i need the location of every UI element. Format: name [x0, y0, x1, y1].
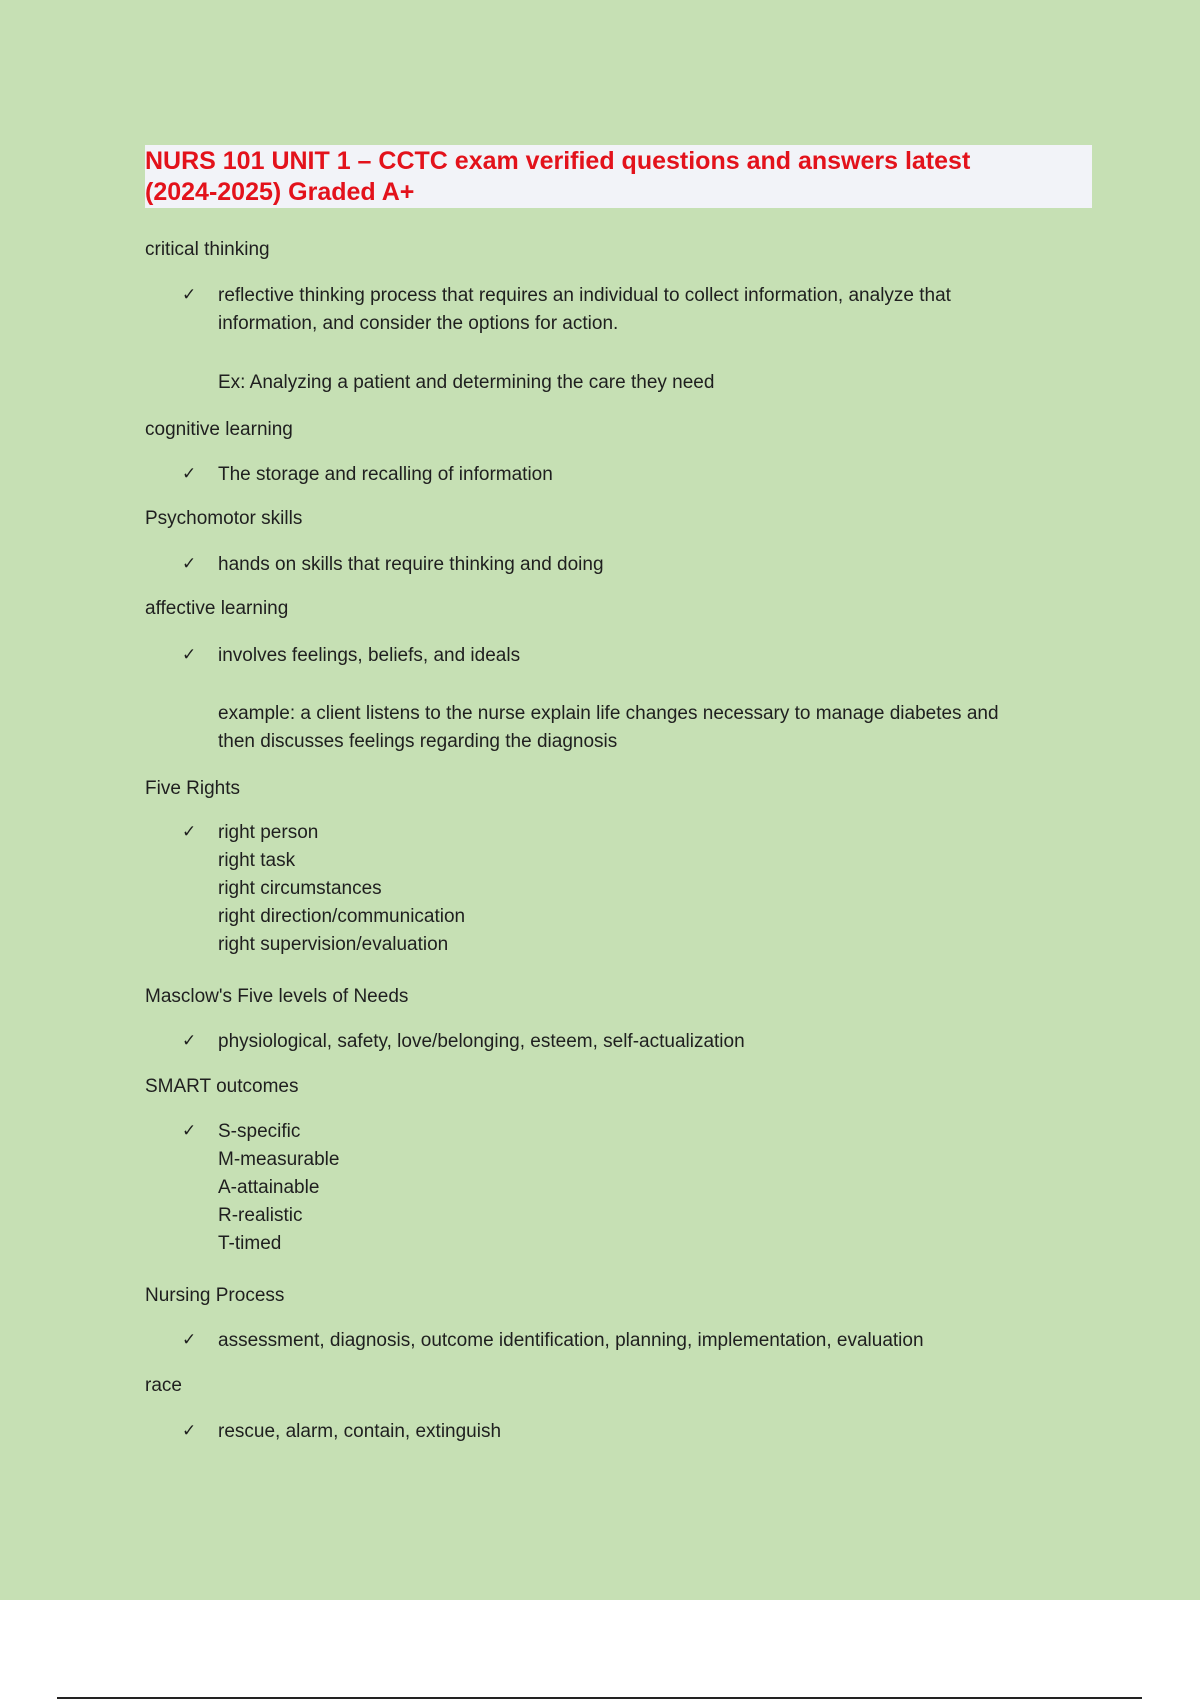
answer-line: S-specific	[218, 1121, 301, 1142]
term-race: race	[145, 1375, 182, 1396]
answer-line: rescue, alarm, contain, extinguish	[218, 1421, 502, 1442]
example-affective-learning	[218, 700, 999, 756]
check-icon: ✓	[182, 1121, 197, 1141]
term-smart-outcomes: SMART outcomes	[145, 1076, 299, 1097]
answer-psychomotor-skills	[218, 551, 604, 579]
title-line-2: (2024-2025) Graded A+	[145, 178, 415, 206]
term-nursing-process: Nursing Process	[145, 1285, 285, 1306]
answer-smart-outcomes	[218, 1118, 339, 1258]
answer-line: R-realistic	[218, 1205, 303, 1226]
example-line: example: a client listens to the nurse explain life changes necessary to manage diabetes and	[218, 703, 999, 724]
answer-masclows-needs	[218, 1028, 745, 1056]
document-title	[145, 145, 1092, 208]
answer-line: right circumstances	[218, 878, 382, 899]
answer-line: T-timed	[218, 1233, 282, 1254]
answer-line: reflective thinking process that requires an individual to collect information, analyze that	[218, 285, 951, 306]
answer-line: assessment, diagnosis, outcome identification, planning, implementation, evaluation	[218, 1330, 924, 1351]
answer-cognitive-learning	[218, 461, 553, 489]
example-line: then discusses feelings regarding the diagnosis	[218, 731, 618, 752]
term-five-rights: Five Rights	[145, 778, 241, 799]
term-affective-learning: affective learning	[145, 598, 289, 619]
answer-line: The storage and recalling of information	[218, 464, 553, 485]
answer-affective-learning	[218, 642, 520, 670]
check-icon: ✓	[182, 822, 197, 842]
answer-race	[218, 1418, 501, 1446]
example-critical-thinking: Ex: Analyzing a patient and determining the care they need	[218, 372, 715, 393]
footer-divider	[57, 1697, 1142, 1699]
term-masclows-needs: Masclow's Five levels of Needs	[145, 986, 409, 1007]
answer-line: physiological, safety, love/belonging, esteem, self-actualization	[218, 1031, 745, 1052]
answer-critical-thinking	[218, 282, 951, 338]
term-psychomotor-skills: Psychomotor skills	[145, 508, 303, 529]
answer-line: hands on skills that require thinking and doing	[218, 554, 604, 575]
answer-five-rights	[218, 819, 465, 959]
title-line-1: NURS 101 UNIT 1 – CCTC exam verified questions and answers latest	[145, 147, 971, 175]
check-icon: ✓	[182, 554, 197, 574]
answer-line: information, and consider the options for action.	[218, 313, 619, 334]
term-critical-thinking: critical thinking	[145, 239, 270, 260]
check-icon: ✓	[182, 1330, 197, 1350]
answer-line: M-measurable	[218, 1149, 340, 1170]
answer-nursing-process	[218, 1327, 924, 1355]
answer-line: A-attainable	[218, 1177, 320, 1198]
answer-line: right task	[218, 850, 296, 871]
check-icon: ✓	[182, 1421, 197, 1441]
answer-line: involves feelings, beliefs, and ideals	[218, 645, 521, 666]
check-icon: ✓	[182, 1031, 197, 1051]
answer-line: right person	[218, 822, 319, 843]
term-cognitive-learning: cognitive learning	[145, 419, 293, 440]
answer-line: right direction/communication	[218, 906, 466, 927]
check-icon: ✓	[182, 285, 197, 305]
answer-line: right supervision/evaluation	[218, 934, 449, 955]
check-icon: ✓	[182, 464, 197, 484]
check-icon: ✓	[182, 645, 197, 665]
